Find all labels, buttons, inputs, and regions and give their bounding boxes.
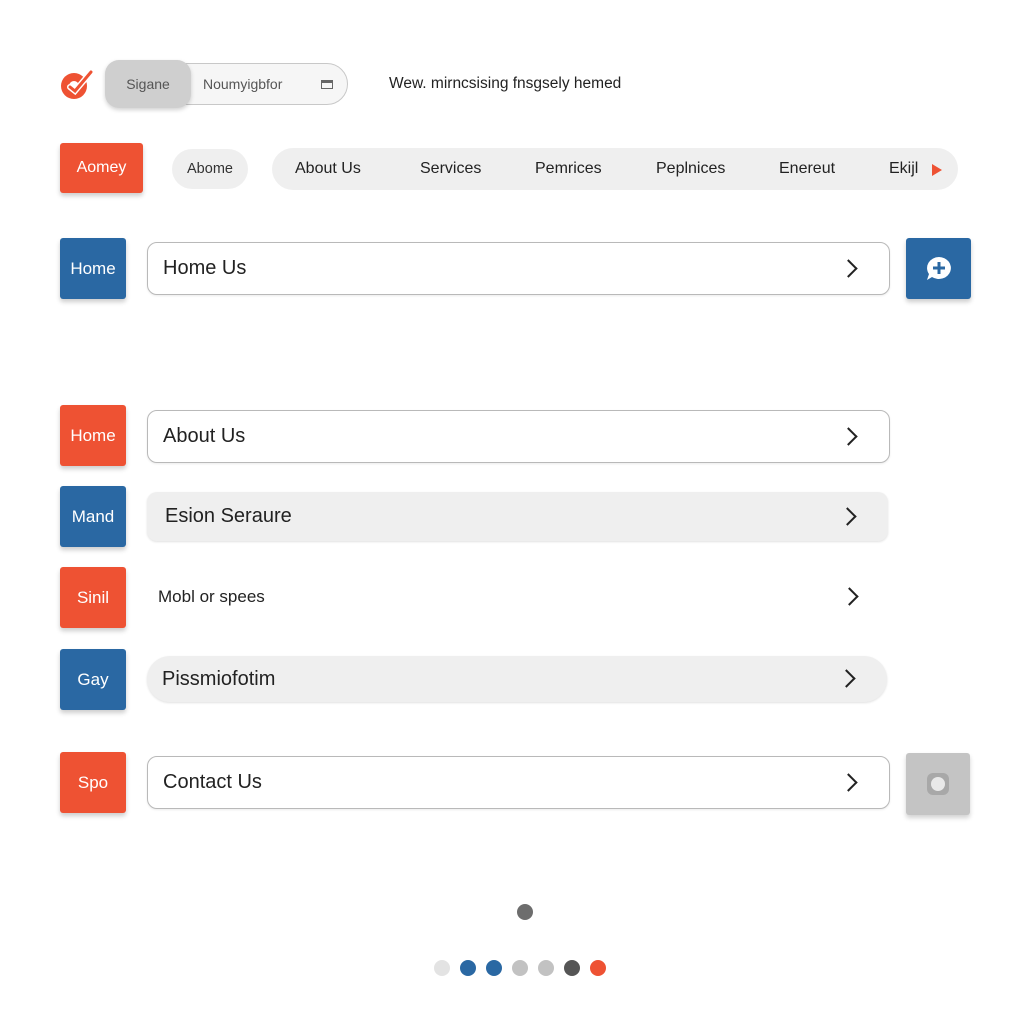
current-page-indicator bbox=[517, 904, 533, 920]
row-label: Esion Seraure bbox=[165, 505, 292, 527]
chat-plus-icon bbox=[924, 254, 954, 284]
nav-item-about[interactable]: About Us bbox=[295, 160, 361, 177]
camera-button[interactable] bbox=[906, 753, 970, 815]
side-button-1[interactable]: Home bbox=[60, 238, 126, 299]
chevron-right-icon bbox=[839, 259, 857, 277]
row-label: Pissmiofotim bbox=[162, 667, 276, 690]
chevron-right-icon bbox=[840, 587, 858, 605]
nav-cta-button[interactable]: Aomey bbox=[60, 143, 143, 193]
row-label: Contact Us bbox=[163, 771, 262, 793]
page-dot-5[interactable] bbox=[538, 960, 554, 976]
pagination-dots bbox=[434, 960, 606, 976]
header-tagline: Wew. mirncsising fnsgsely hemed bbox=[389, 75, 622, 92]
side-button-5[interactable]: Gay bbox=[60, 649, 126, 710]
chevron-right-icon bbox=[838, 507, 856, 525]
brand-logo-icon[interactable] bbox=[58, 66, 94, 102]
list-row-5[interactable] bbox=[147, 656, 887, 702]
camera-icon bbox=[927, 773, 949, 795]
nav-pill-button[interactable]: Abome bbox=[172, 149, 248, 189]
nav-item-3[interactable]: Pemrices bbox=[535, 160, 602, 177]
list-row-2[interactable] bbox=[147, 410, 890, 463]
page-dot-7[interactable] bbox=[590, 960, 606, 976]
page-dot-1[interactable] bbox=[434, 960, 450, 976]
row-label: Mobl or spees bbox=[158, 586, 265, 606]
nav-bar bbox=[272, 148, 958, 190]
list-row-1[interactable] bbox=[147, 242, 890, 295]
side-button-2[interactable]: Home bbox=[60, 405, 126, 466]
chevron-right-icon bbox=[837, 669, 855, 687]
nav-item-services[interactable]: Services bbox=[420, 160, 482, 177]
nav-item-4[interactable]: Peplnices bbox=[656, 160, 726, 177]
chevron-right-icon bbox=[839, 773, 857, 791]
segment-active[interactable]: Sigane bbox=[105, 60, 191, 108]
list-row-6[interactable] bbox=[147, 756, 890, 809]
window-icon[interactable] bbox=[321, 80, 333, 89]
chat-add-button[interactable] bbox=[906, 238, 971, 299]
page-dot-4[interactable] bbox=[512, 960, 528, 976]
nav-item-5[interactable]: Enereut bbox=[779, 160, 836, 177]
nav-scroll-right-icon[interactable] bbox=[932, 164, 942, 176]
row-label: About Us bbox=[163, 425, 246, 447]
chevron-right-icon bbox=[839, 427, 857, 445]
segmented-control[interactable] bbox=[106, 63, 348, 105]
row-label: Home Us bbox=[163, 257, 247, 279]
side-button-3[interactable]: Mand bbox=[60, 486, 126, 547]
side-button-4[interactable]: Sinil bbox=[60, 567, 126, 628]
page-dot-2[interactable] bbox=[460, 960, 476, 976]
nav-item-6[interactable]: Ekijl bbox=[889, 160, 919, 177]
list-row-4[interactable] bbox=[147, 570, 890, 623]
segment-inactive[interactable]: Noumyigbfor bbox=[203, 76, 283, 92]
page-dot-3[interactable] bbox=[486, 960, 502, 976]
side-button-6[interactable]: Spo bbox=[60, 752, 126, 813]
list-row-3[interactable] bbox=[147, 492, 888, 541]
page-dot-6[interactable] bbox=[564, 960, 580, 976]
